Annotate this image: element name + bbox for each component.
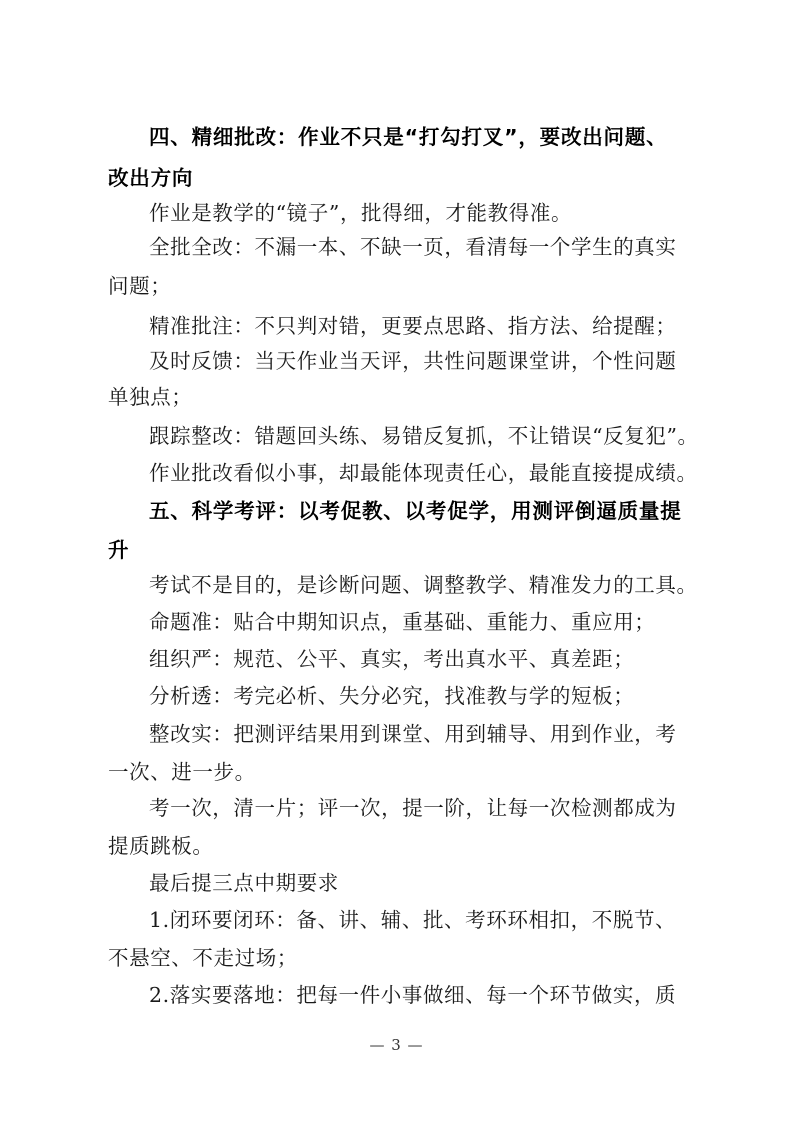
section4-heading-line1: 四、精细批改：作业不只是“打勾打叉”，要改出问题、 — [149, 125, 668, 149]
section4-summary: 作业批改看似小事，却最能体现责任心，最能直接提成绩。 — [149, 461, 698, 485]
section4-item1-line1: 全批全改：不漏一本、不缺一页，看清每一个学生的真实 — [149, 235, 677, 259]
section5-heading-line2: 升 — [108, 538, 130, 562]
closing-req1-line1: 1.闭环要闭环：备、讲、辅、批、考环环相扣，不脱节、 — [149, 908, 677, 932]
section4-item4: 跟踪整改：错题回头练、易错反复抓，不让错误“反复犯”。 — [149, 424, 699, 448]
section4-heading-line2: 改出方向 — [108, 166, 194, 190]
section5-summary-line2: 提质跳板。 — [108, 834, 214, 858]
section4-item2: 精准批注：不只判对错，更要点思路、指方法、给提醒； — [149, 314, 677, 338]
section5-item3: 分析透：考完必析、失分必究，找准教与学的短板； — [149, 684, 635, 708]
section5-item1: 命题准：贴合中期知识点，重基础、重能力、重应用； — [149, 610, 656, 634]
section4-item3-line2: 单独点； — [108, 385, 193, 409]
section4-item1-line2: 问题； — [108, 274, 172, 298]
section5-heading-line1: 五、科学考评：以考促教、以考促学，用测评倒逼质量提 — [149, 499, 682, 523]
section5-summary-line1: 考一次，清一片；评一次，提一阶，让每一次检测都成为 — [149, 796, 677, 820]
section5-item4-line1: 整改实：把测评结果用到课堂、用到辅导、用到作业，考 — [149, 722, 677, 746]
closing-lead: 最后提三点中期要求 — [149, 871, 339, 895]
section4-item3-line1: 及时反馈：当天作业当天评，共性问题课堂讲，个性问题 — [149, 349, 677, 373]
page-number: — 3 — — [369, 1036, 424, 1054]
section5-item4-line2: 一次、进一步。 — [108, 760, 256, 784]
section5-item2: 组织严：规范、公平、真实，考出真水平、真差距； — [149, 647, 635, 671]
closing-req2-line1: 2.落实要落地：把每一件小事做细、每一个环节做实，质 — [149, 983, 677, 1007]
section5-intro: 考试不是目的，是诊断问题、调整教学、精准发力的工具。 — [149, 573, 698, 597]
closing-req1-line2: 不悬空、不走过场； — [108, 946, 298, 970]
section4-intro: 作业是教学的“镜子”，批得细，才能教得准。 — [149, 201, 573, 225]
